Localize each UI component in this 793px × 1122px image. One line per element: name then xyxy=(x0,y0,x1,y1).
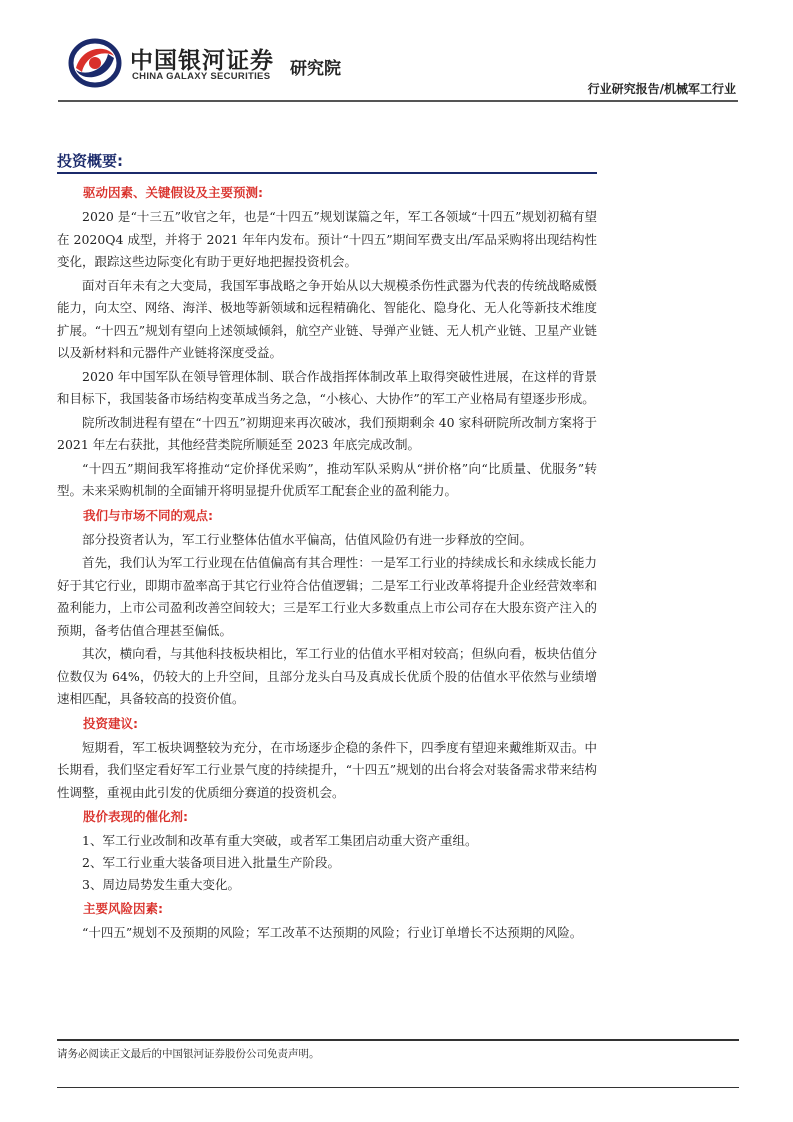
summary-content xyxy=(57,180,597,946)
risks-paragraph: “十四五”规划不及预期的风险；军工改革不达预期的风险；行业订单增长不达预期的风险。 xyxy=(82,925,583,940)
risks-heading: 主要风险因素: xyxy=(83,901,163,916)
views-paragraph: 其次，横向看，与其他科技板块相比，军工行业的估值水平相对较高；但纵向看，板块估值分位数仅为 64%，仍较大的上升空间，且部分龙头白马及真成长优质个股的估值水平依然与业绩增速相匹配，具备较高的投资价值。 xyxy=(57,646,597,706)
page-bottom-divider xyxy=(57,1087,739,1088)
drivers-paragraph: 面对百年未有之大变局，我国军事战略之争开始从以大规模杀伤性武器为代表的传统战略威慑能力，向太空、网络、海洋、极地等新领域和远程精确化、智能化、隐身化、无人化等新技术维度扩展。“十四五”规划有望向上述领域倾斜，航空产业链、导弹产业链、无人机产业链、卫星产业链以及新材料和元器件产业链将深度受益。 xyxy=(57,277,597,360)
page-title: 投资概要: xyxy=(57,152,123,170)
company-logo xyxy=(68,38,368,88)
catalyst-item: 2、军工行业重大装备项目进入批量生产阶段。 xyxy=(82,855,340,870)
advice-paragraph: 短期看，军工板块调整较为充分，在市场逐步企稳的条件下，四季度有望迎来戴维斯双击。中长期看，我们坚定看好军工行业景气度的持续提升，“十四五”规划的出台将会对装备需求带来结构性调整，重视由此引发的优质细分赛道的投资机会。 xyxy=(57,739,597,800)
report-type-label: 行业研究报告/机械军工行业 xyxy=(587,82,736,96)
catalysts-heading: 股价表现的催化剂: xyxy=(83,809,188,824)
advice-heading: 投资建议: xyxy=(83,715,138,731)
views-paragraph: 部分投资者认为，军工行业整体估值水平偏高，估值风险仍有进一步释放的空间。 xyxy=(82,531,533,547)
disclaimer-text: 请务必阅读正文最后的中国银河证券股份公司免责声明。 xyxy=(57,1048,320,1060)
header-divider xyxy=(58,100,738,102)
title-underline xyxy=(57,172,597,174)
drivers-paragraph: 院所改制进程有望在“十四五”初期迎来再次破冰，我们预期剩余 40 家科研院所改制方案将于 2021 年左右获批，其他经营类院所顺延至 2023 年底完成改制。 xyxy=(57,414,597,452)
drivers-paragraph: 2020 是“十三五”收官之年，也是“十四五”规划谋篇之年，军工各领域“十四五”规划初稿有望在 2020Q4 成型，并将于 2021 年年内发布。预计“十四五”期间军费支出/军品采购将出现结构性变化，跟踪这些边际变化有助于更好地把握投资机会。 xyxy=(57,209,597,269)
catalyst-item: 1、军工行业改制和改革有重大突破，或者军工集团启动重大资产重组。 xyxy=(82,833,478,848)
catalyst-item: 3、周边局势发生重大变化。 xyxy=(82,877,240,892)
drivers-heading: 驱动因素、关键假设及主要预测: xyxy=(83,185,263,200)
views-paragraph: 首先，我们认为军工行业现在估值偏高有其合理性：一是军工行业的持续成长和永续成长能力好于其它行业，即期市盈率高于其它行业符合估值逻辑；二是军工行业改革将提升企业经营效率和盈利能力，上市公司盈利改善空间较大；三是军工行业大多数重点上市公司存在大股东资产注入的预期，备考估值合理甚至偏低。 xyxy=(57,555,597,638)
footer-divider xyxy=(57,1039,739,1041)
logo-chinese-name: 中国银河证券 xyxy=(130,48,274,74)
drivers-paragraph: “十四五”期间我军将推动“定价择优采购”，推动军队采购从“拼价格”向“比质量、优服务”转型。未来采购机制的全面铺开将明显提升优质军工配套企业的盈利能力。 xyxy=(57,460,597,498)
institute-label: 研究院 xyxy=(290,59,341,79)
logo-english-name: CHINA GALAXY SECURITIES xyxy=(132,71,271,82)
galaxy-logo-icon xyxy=(68,38,122,88)
views-heading: 我们与市场不同的观点: xyxy=(83,507,213,523)
drivers-paragraph: 2020 年中国军队在领导管理体制、联合作战指挥体制改革上取得突破性进展，在这样的背景和目标下，我国装备市场结构变革成当务之急，“小核心、大协作”的军工产业格局有望逐步形成。 xyxy=(57,368,597,406)
